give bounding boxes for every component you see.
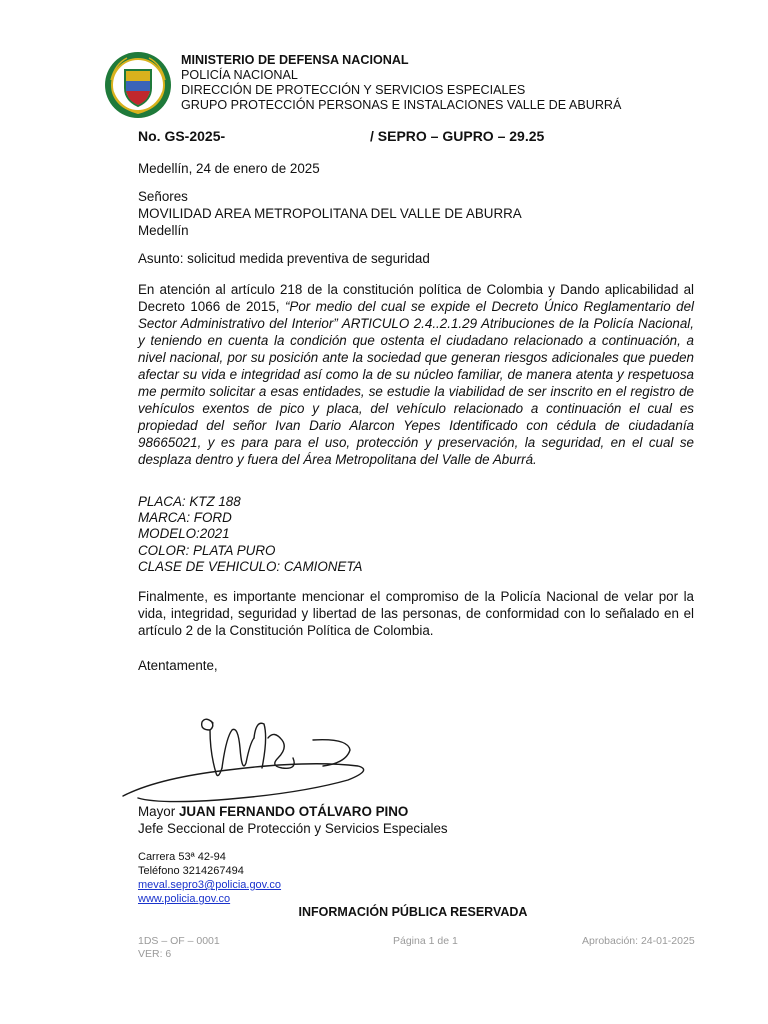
- closing-paragraph: Finalmente, es importante mencionar el compromiso de la Policía Nacional de velar por la vida, integridad, seguridad y libertad de las personas, de conformidad con lo señalado en el artículo 2 de la Constitución Política de Colombia.: [138, 589, 694, 638]
- closing-salutation: Atentamente,: [138, 658, 218, 673]
- vehicle-plate: PLACA: KTZ 188: [138, 494, 241, 509]
- letter-date: Medellín, 24 de enero de 2025: [138, 161, 320, 176]
- direction-name: DIRECCIÓN DE PROTECCIÓN Y SERVICIOS ESPECIALES: [181, 83, 526, 97]
- police-name: POLICÍA NACIONAL: [181, 68, 298, 82]
- letterhead: [181, 53, 621, 113]
- footer-version: VER: 6: [138, 948, 172, 960]
- contact-email-link[interactable]: meval.sepro3@policia.gov.co: [138, 879, 282, 891]
- contact-address: Carrera 53ª 42-94: [138, 851, 226, 863]
- signer-title: Jefe Seccional de Protección y Servicios Especiales: [138, 821, 448, 836]
- signer-rank: Mayor: [138, 804, 179, 819]
- group-name: GRUPO PROTECCIÓN PERSONAS E INSTALACIONES VALLE DE ABURRÁ: [181, 98, 622, 112]
- letter-subject: Asunto: solicitud medida preventiva de seguridad: [138, 251, 430, 266]
- paragraph-italic: “Por medio del cual se expide el Decreto Único Reglamentario del Sector Administrativo del Interior” ARTICULO 2.4..2.1.29 Atribuciones de la Policía Nacional, y teniendo en cuenta la condición que ostenta el ciudadano relacionado a continuación, a nivel nacional, por su posición ante la sociedad que generan riesgos adicionales que pueden afectar su vida e integridad así como la de su núcleo familiar, de manera atenta y respetuosa me permito solicitar a esas entidades, se estudie la viabilidad de ser inscrito en el registro de vehículos exentos de pico y placa, del vehículo relacionado a continuación el cual es propiedad del señor Ivan Dario Alarcon Yepes Identificado con cédula de ciudadanía 98665021, y es para para el uso, protección y preservación, la seguridad, en el cual se desplaza dentro y fuera del Área Metropolitana del Valle de Aburrá.: [138, 299, 694, 467]
- contact-website-link[interactable]: www.policia.gov.co: [138, 893, 231, 905]
- vehicle-color: COLOR: PLATA PURO: [138, 542, 276, 558]
- footer-code: 1DS – OF – 0001: [138, 935, 220, 947]
- classification-label: INFORMACIÓN PÚBLICA RESERVADA: [298, 905, 528, 919]
- handwritten-signature: [118, 708, 378, 808]
- recipient-entity: MOVILIDAD AREA METROPOLITANA DEL VALLE DE ABURRA: [138, 206, 522, 221]
- vehicle-model: MODELO:2021: [138, 526, 230, 542]
- footer-approval: Aprobación: 24-01-2025: [582, 935, 695, 947]
- recipient-city: Medellín: [138, 223, 189, 238]
- footer-code-block: [138, 935, 220, 961]
- recipient-block: [138, 188, 694, 239]
- vehicle-details: [138, 494, 694, 575]
- police-shield-emblem-icon: [103, 50, 173, 120]
- vehicle-class: CLASE DE VEHICULO: CAMIONETA: [138, 558, 363, 574]
- signer-block: [138, 803, 694, 837]
- recipient-salutation: Señores: [138, 189, 188, 204]
- main-paragraph: [138, 281, 694, 468]
- reference-suffix: / SEPRO – GUPRO – 29.25: [370, 128, 545, 144]
- vehicle-brand: MARCA: FORD: [138, 510, 232, 526]
- footer-page-number: Página 1 de 1: [393, 935, 458, 947]
- contact-phone: Teléfono 3214267494: [138, 865, 244, 877]
- paragraph-intro: En atención al artículo 218 de la constitución política de Colombia y Dando aplicabilidad al Decreto 1066 de 2015,: [138, 282, 694, 314]
- signer-name: JUAN FERNANDO OTÁLVARO PINO: [178, 804, 409, 819]
- contact-block: [138, 850, 281, 906]
- reference-number: No. GS-2025-: [138, 128, 226, 144]
- ministry-name: MINISTERIO DE DEFENSA NACIONAL: [181, 53, 409, 67]
